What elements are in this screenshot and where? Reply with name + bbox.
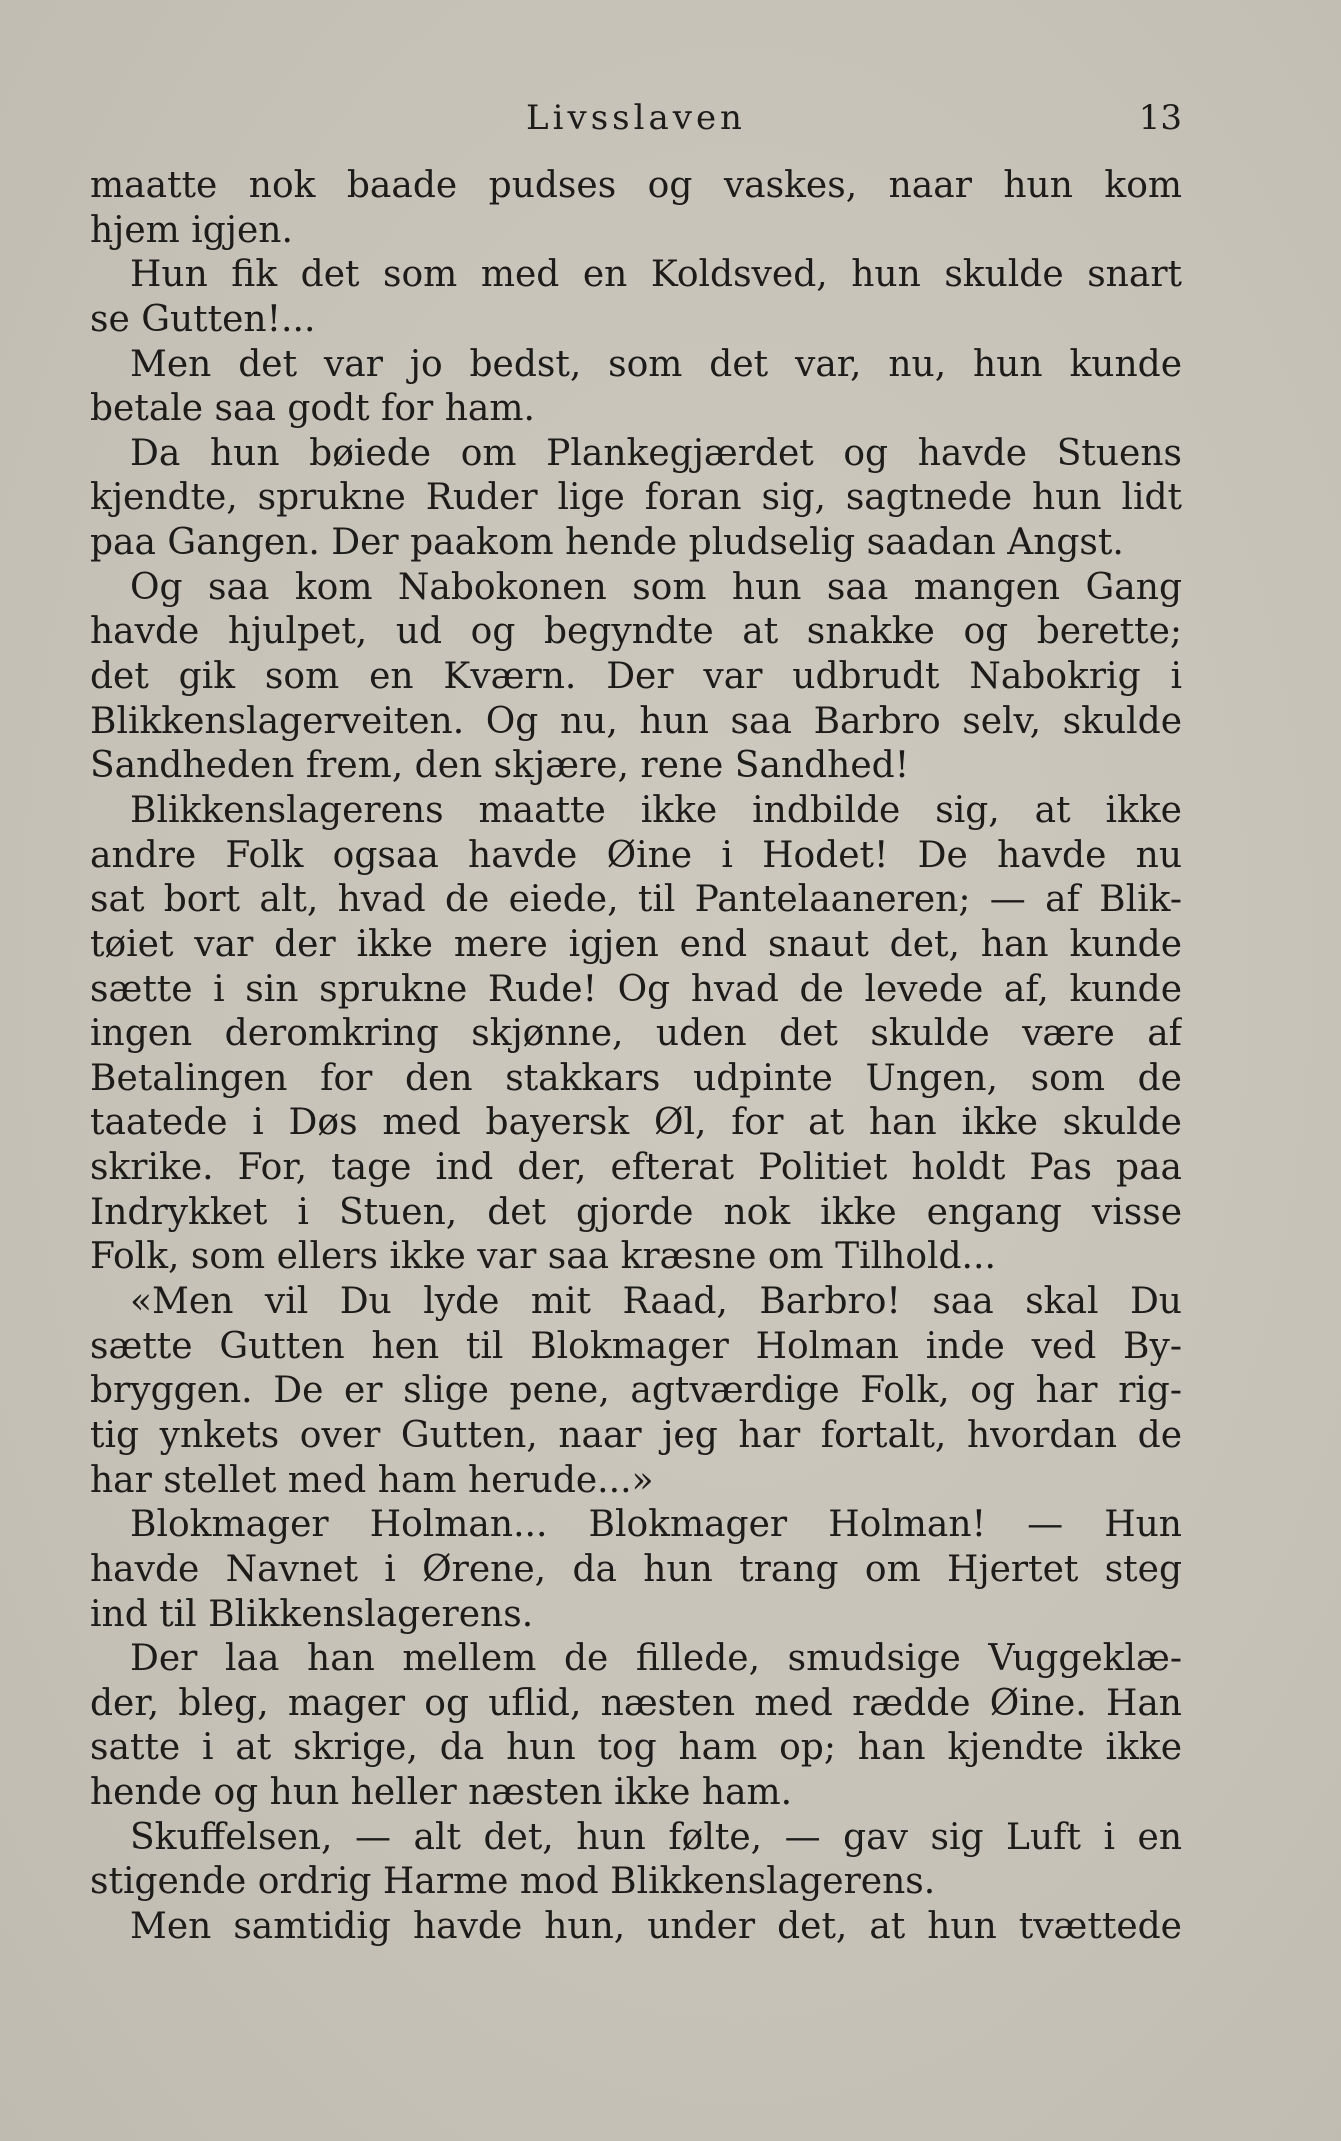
text-line-8: kjendte, sprukne Ruder lige foran sig, sagtnede hun lidt — [90, 477, 1182, 519]
text-line-29: tig ynkets over Gutten, naar jeg har fortalt, hvordan de — [90, 1414, 1182, 1456]
text-line-15: Blikkenslagerens maatte ikke indbilde sig, at ikke — [130, 789, 1182, 831]
text-line-1: maatte nok baade pudses og vaskes, naar hun kom — [90, 165, 1182, 206]
text-line-37: hende og hun heller næsten ikke ham. — [90, 1772, 793, 1814]
text-line-14: Sandheden frem, den skjære, rene Sandhed! — [90, 745, 910, 787]
text-line-39: stigende ordrig Harme mod Blikkenslagerens. — [90, 1861, 936, 1903]
text-line-3: Hun fik det som med en Koldsved, hun skulde snart — [130, 254, 1182, 296]
text-line-22: taatede i Døs med bayersk Øl, for at han ikke skulde — [90, 1102, 1182, 1144]
text-line-32: havde Navnet i Ørene, da hun trang om Hjertet steg — [90, 1548, 1182, 1590]
text-line-27: sætte Gutten hen til Blokmager Holman inde ved By- — [90, 1325, 1182, 1367]
page-number: 13 — [1138, 98, 1182, 138]
text-line-31: Blokmager Holman... Blokmager Holman! — Hun — [130, 1504, 1182, 1546]
text-line-40: Men samtidig havde hun, under det, at hun tvættede — [130, 1905, 1182, 1947]
text-line-34: Der laa han mellem de fillede, smudsige Vuggeklæ- — [130, 1638, 1182, 1680]
text-line-20: ingen deromkring skjønne, uden det skulde være af — [90, 1013, 1182, 1055]
body-text — [90, 164, 1182, 1950]
text-line-16: andre Folk ogsaa havde Øine i Hodet! De havde nu — [90, 834, 1182, 876]
running-head — [90, 96, 1182, 140]
text-line-36: satte i at skrige, da hun tog ham op; han kjendte ikke — [90, 1727, 1182, 1769]
text-line-19: sætte i sin sprukne Rude! Og hvad de levede af, kunde — [90, 968, 1182, 1010]
text-line-28: bryggen. De er slige pene, agtværdige Folk, og har rig- — [90, 1370, 1182, 1412]
text-line-18: tøiet var der ikke mere igjen end snaut det, han kunde — [90, 923, 1182, 965]
text-line-26: «Men vil Du lyde mit Raad, Barbro! saa skal Du — [130, 1281, 1182, 1323]
text-line-17: sat bort alt, hvad de eiede, til Pantelaaneren; — af Blik- — [90, 879, 1182, 921]
running-title: Livsslaven — [526, 98, 746, 138]
text-line-9: paa Gangen. Der paakom hende pludselig saadan Angst. — [90, 522, 1124, 564]
text-line-30: har stellet med ham herude...» — [90, 1459, 654, 1501]
text-line-6: betale saa godt for ham. — [90, 388, 535, 430]
text-line-25: Folk, som ellers ikke var saa kræsne om Tilhold... — [90, 1236, 996, 1278]
text-line-33: ind til Blikkenslagerens. — [90, 1593, 534, 1635]
text-line-38: Skuffelsen, — alt det, hun følte, — gav sig Luft i en — [130, 1816, 1182, 1858]
text-line-7: Da hun bøiede om Plankegjærdet og havde Stuens — [130, 432, 1182, 474]
text-line-10: Og saa kom Nabokonen som hun saa mangen Gang — [130, 566, 1182, 608]
text-line-5: Men det var jo bedst, som det var, nu, hun kunde — [130, 343, 1182, 385]
text-line-11: havde hjulpet, ud og begyndte at snakke og berette; — [90, 611, 1182, 653]
text-line-23: skrike. For, tage ind der, efterat Politiet holdt Pas paa — [90, 1147, 1182, 1189]
text-line-35: der, bleg, mager og uflid, næsten med rædde Øine. Han — [90, 1682, 1182, 1724]
text-line-21: Betalingen for den stakkars udpinte Ungen, som de — [90, 1057, 1182, 1099]
text-line-2: hjem igjen. — [90, 209, 293, 251]
text-line-4: se Gutten!... — [90, 298, 316, 340]
text-line-12: det gik som en Kværn. Der var udbrudt Nabokrig i — [90, 656, 1182, 698]
text-line-13: Blikkenslagerveiten. Og nu, hun saa Barbro selv, skulde — [90, 700, 1182, 742]
text-line-24: Indrykket i Stuen, det gjorde nok ikke engang visse — [90, 1191, 1182, 1233]
